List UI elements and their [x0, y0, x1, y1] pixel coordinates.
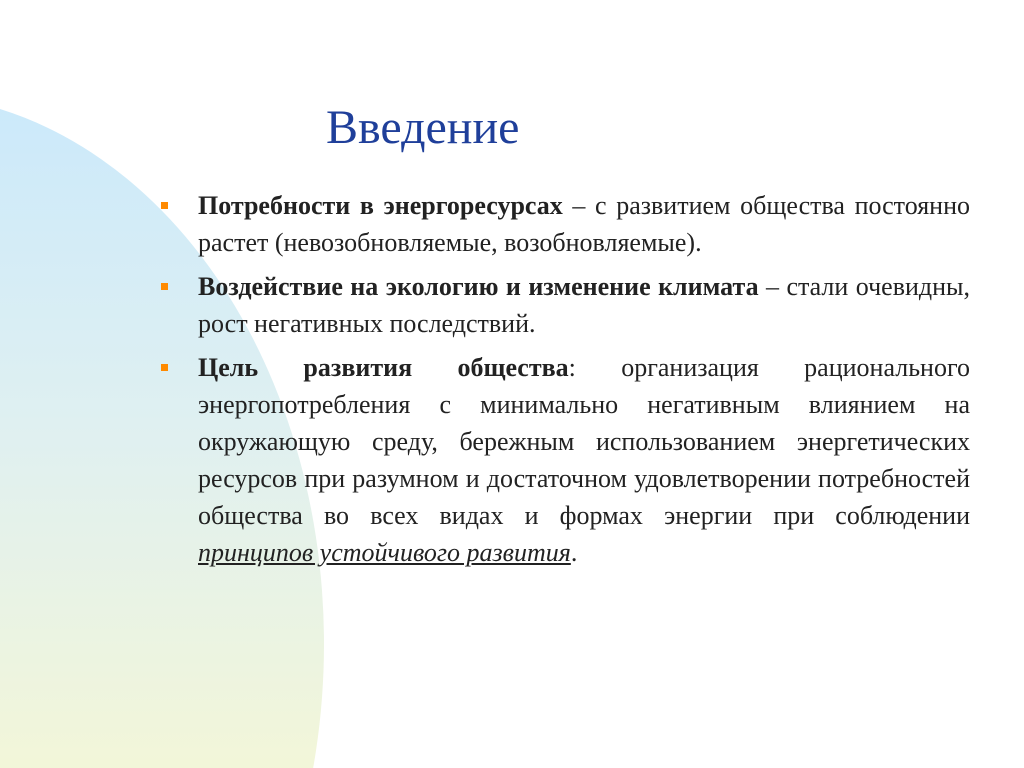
slide-title: Введение [326, 101, 520, 154]
bullet-separator: : [568, 353, 622, 382]
square-bullet-icon [161, 202, 168, 209]
bullet-end: . [570, 538, 578, 567]
bullet-term: Воздействие на экологию и изменение климата [198, 272, 759, 301]
bullet-item-development-goal [198, 349, 970, 571]
sustainable-development-link[interactable]: принципов устойчивого развития [198, 538, 571, 567]
bullet-separator: – [562, 191, 596, 220]
bullet-separator: – [758, 272, 787, 301]
bullet-item-energy-needs [198, 187, 970, 261]
square-bullet-icon [161, 364, 168, 371]
bullet-term: Потребности в энергоресурсах [198, 191, 563, 220]
bullet-text: стали очевидны, рост негативных последствий. [198, 272, 970, 338]
square-bullet-icon [161, 283, 168, 290]
bullet-term: Цель развития общества [198, 353, 569, 382]
bullet-text: с развитием общества постоянно растет (невозобновляемые, возобновляемые). [198, 191, 970, 257]
bullet-text: организация рационального энергопотребления с минимально негативным влиянием на окружающую среду, бережным использованием энергетических ресурсов при разумном и достаточном удовлетворении потребностей общества во всех видах и формах энергии при соблюдении [198, 353, 970, 530]
bullet-list [198, 187, 970, 578]
bullet-item-ecology-impact [198, 268, 970, 342]
